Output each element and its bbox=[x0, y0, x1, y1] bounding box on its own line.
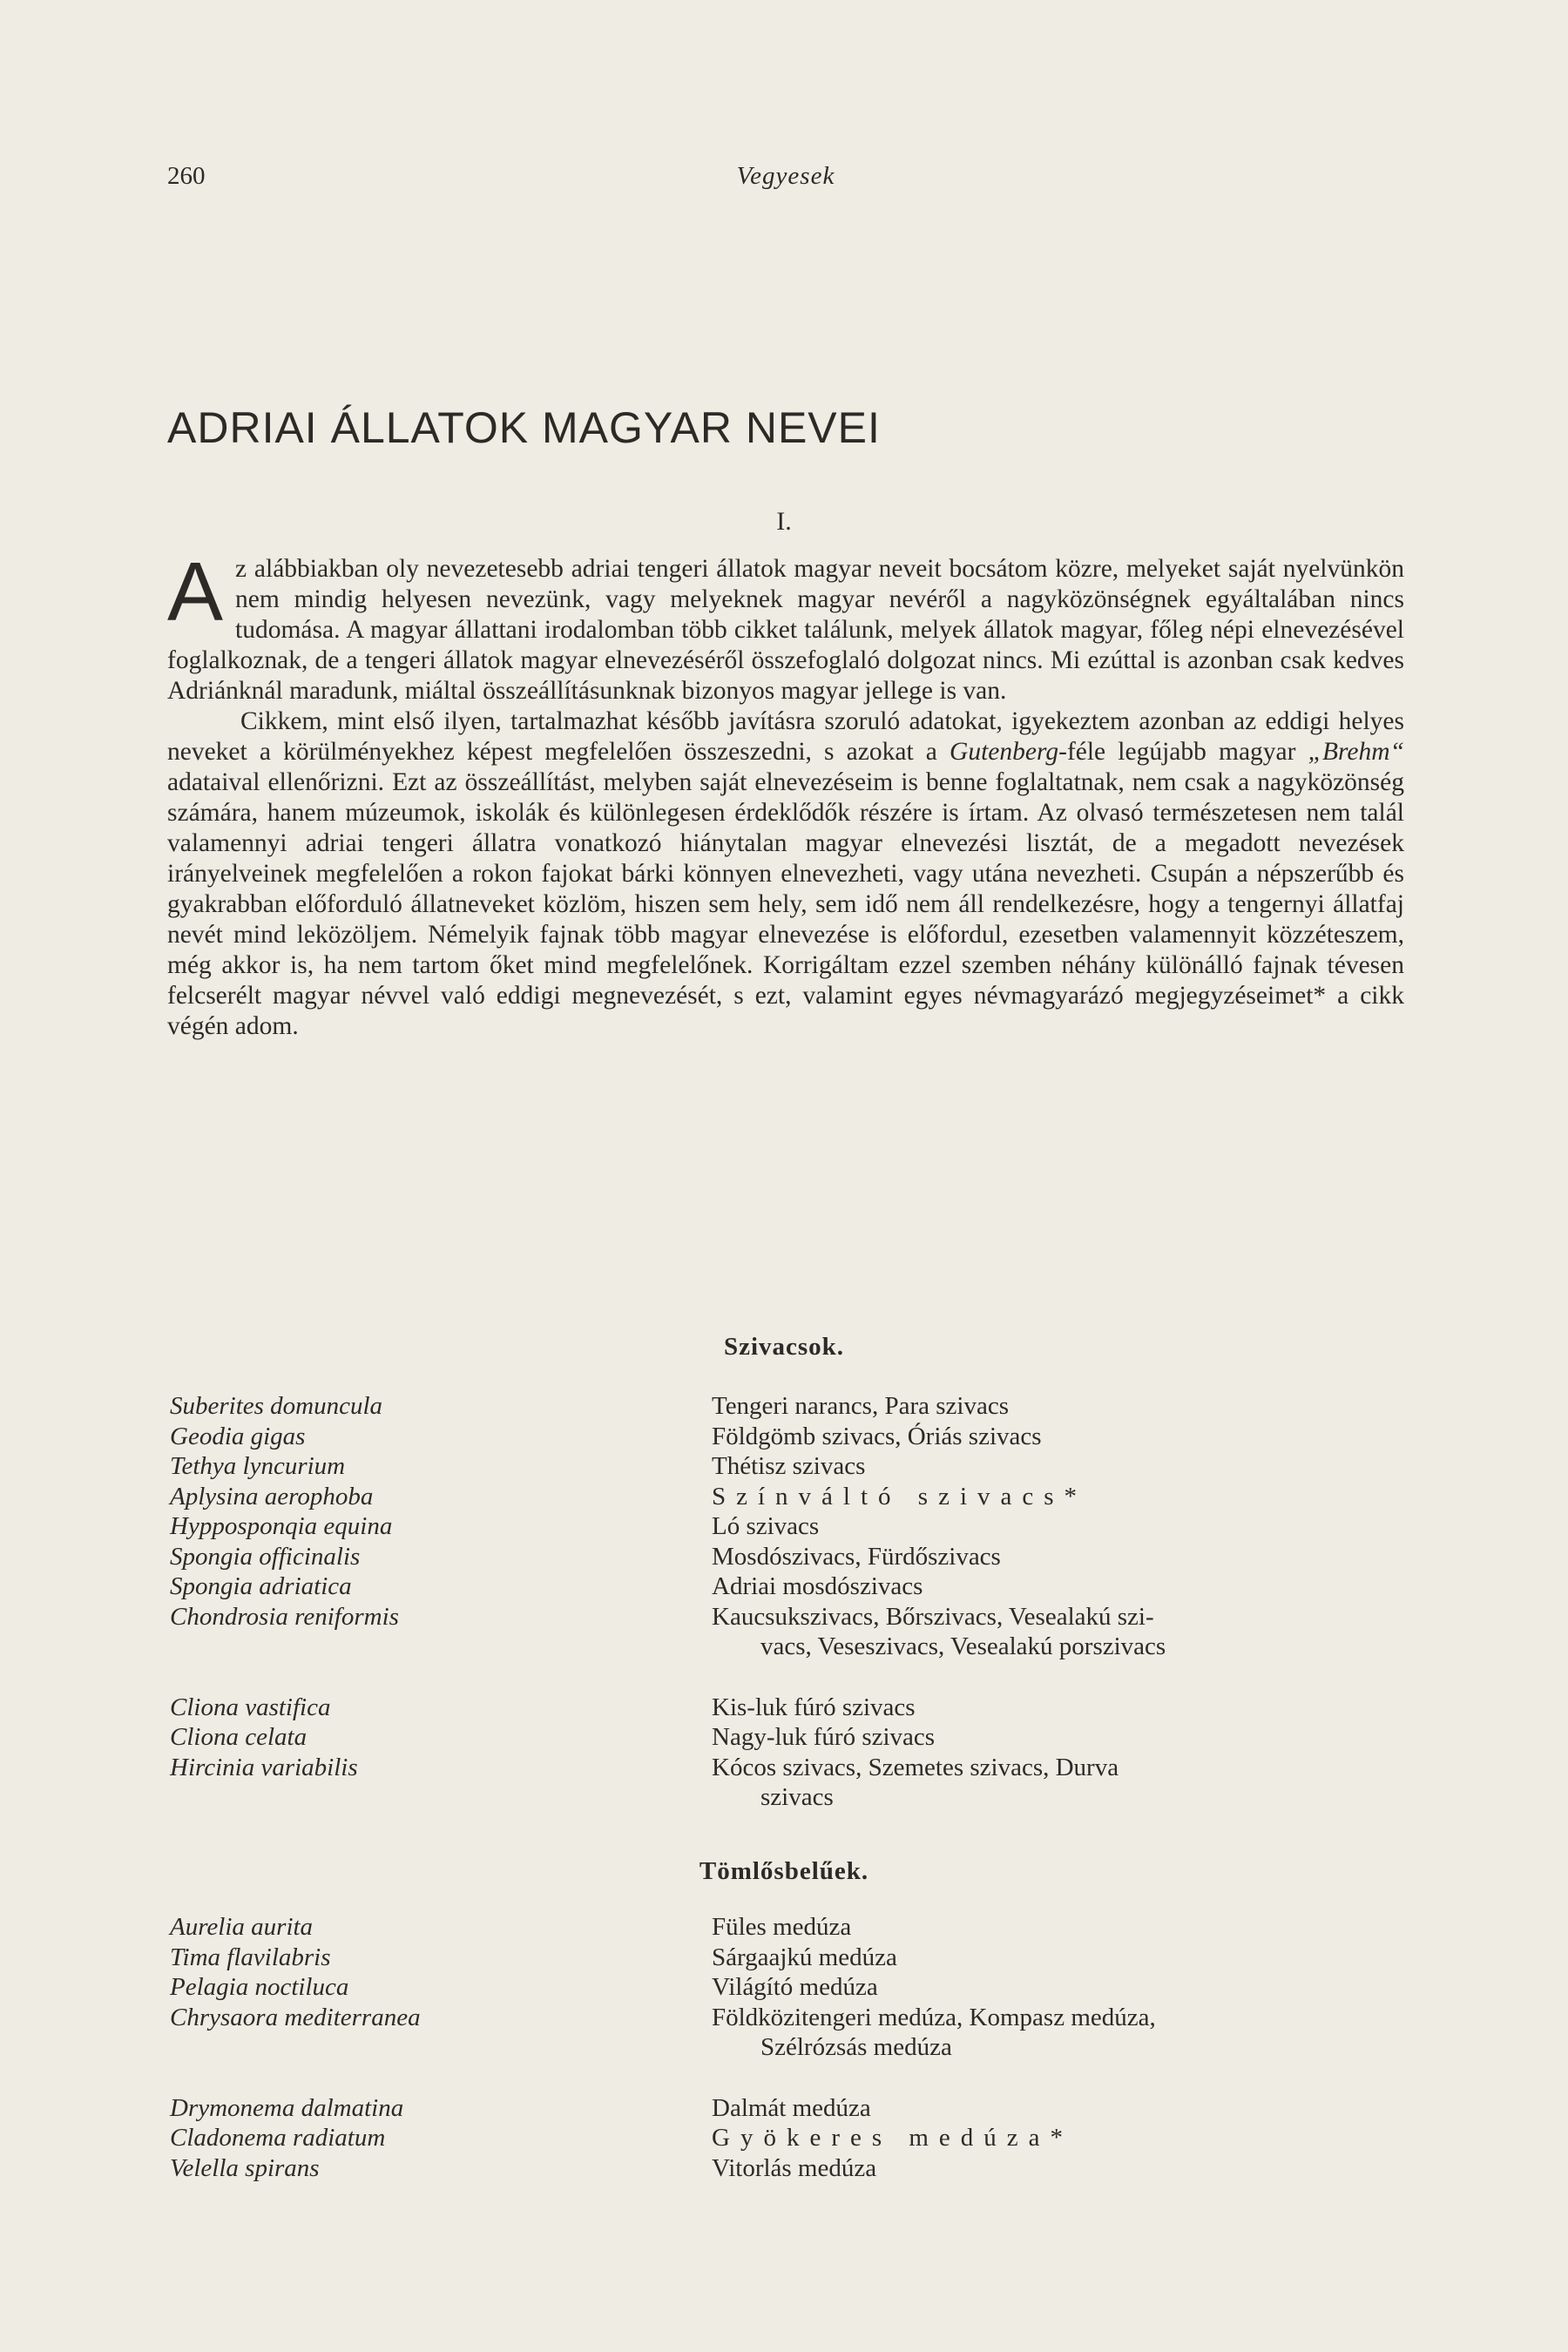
page-header bbox=[167, 162, 1404, 197]
hungarian-name bbox=[712, 1482, 1416, 1512]
heading-coelenterates: Tömlősbelűek. bbox=[699, 1857, 869, 1885]
latin-name: Aplysina aerophoba bbox=[170, 1482, 374, 1511]
latin-name: Velella spirans bbox=[170, 2153, 320, 2182]
latin-name: Suberites domuncula bbox=[170, 1392, 383, 1420]
latin-name: Tima flavilabris bbox=[170, 1943, 331, 1971]
latin-name: Drymonema dalmatina bbox=[170, 2093, 404, 2122]
coelenterates-group-1 bbox=[170, 1912, 1416, 2063]
coelenterates-list bbox=[170, 1912, 1416, 2183]
species-row bbox=[170, 1602, 1416, 1662]
article-title: ADRIAI ÁLLATOK MAGYAR NEVEI bbox=[167, 403, 881, 452]
species-row bbox=[170, 1693, 1416, 1723]
sponges-list bbox=[170, 1391, 1416, 1813]
latin-name: Cliona vastifica bbox=[170, 1693, 331, 1721]
intro-text bbox=[167, 545, 1404, 1042]
hungarian-name bbox=[712, 2153, 1416, 2184]
hungarian-name-text: Kis-luk fúró szivacs bbox=[712, 1693, 916, 1721]
hungarian-name-text: Tengeri narancs, Para szivacs bbox=[712, 1392, 1009, 1420]
hungarian-name bbox=[712, 1912, 1416, 1943]
species-row bbox=[170, 2123, 1416, 2153]
p2-text-a: Cikkem, mint első ilyen, tartalmazhat később javításra szoruló adatokat, igyekeztem azonban az eddigi helyes neveket a körülményekhez képest megfelelően összeszedni, s azokat a bbox=[167, 707, 1404, 766]
hungarian-name-text: Kócos szivacs, Szemetes szivacs, Durva bbox=[712, 1753, 1119, 1781]
hungarian-name bbox=[712, 1542, 1416, 1572]
species-row bbox=[170, 1972, 1416, 2003]
latin-name: Chondrosia reniformis bbox=[170, 1602, 399, 1631]
drop-cap: A bbox=[167, 545, 224, 639]
species-row bbox=[170, 1451, 1416, 1482]
hungarian-name bbox=[712, 2003, 1416, 2063]
hungarian-name-text: Ló szivacs bbox=[712, 1512, 820, 1540]
hungarian-name-continuation: szivacs bbox=[760, 1783, 834, 1811]
coelenterates-group-2 bbox=[170, 2093, 1416, 2184]
hungarian-name bbox=[712, 1571, 1416, 1602]
section-numeral: I. bbox=[776, 507, 792, 536]
species-row bbox=[170, 1722, 1416, 1753]
hungarian-name bbox=[712, 1753, 1416, 1813]
hungarian-name-text: Vitorlás medúza bbox=[712, 2153, 877, 2182]
hungarian-name-text: Nagy-luk fúró szivacs bbox=[712, 1723, 936, 1751]
p2-text-b: -féle legújabb magyar bbox=[1058, 738, 1308, 766]
latin-name: Hypposponqia equina bbox=[170, 1512, 393, 1540]
species-row bbox=[170, 1912, 1416, 1943]
hungarian-name-text: Földközitengeri medúza, Kompasz medúza, bbox=[712, 2003, 1156, 2031]
latin-name: Pelagia noctiluca bbox=[170, 1973, 349, 2001]
hungarian-name bbox=[712, 1451, 1416, 1482]
hungarian-name-text: Gyökeres medúza* bbox=[712, 2124, 1074, 2152]
hungarian-name bbox=[712, 2123, 1416, 2153]
hungarian-name-text: Dalmát medúza bbox=[712, 2093, 871, 2122]
p2-italic-brehm: „Brehm“ bbox=[1308, 738, 1404, 766]
latin-name: Geodia gigas bbox=[170, 1422, 306, 1450]
species-row bbox=[170, 1571, 1416, 1602]
hungarian-name-continuation: Szélrózsás medúza bbox=[760, 2033, 952, 2061]
p2-text-c: adataival ellenőrizni. Ezt az összeállítást, melyben saját elnevezéseim is benne foglaltatnak, nem csak a nagyközönség számára, hanem múzeumok, iskolák és különlegesen érdeklődők részére is írtam. Az olvasó természetesen nem talál valamennyi adriai tengeri állatra vonatkozó hiánytalan magyar elnevezési lisztát, de a megadott nevezések irányelveinek megfelelően a rokon fajokat bárki könnyen elnevezheti, vagy utána nevezheti. Csupán a népszerűbb és gyakrabban előforduló állatneveket közlöm, hiszen sem hely, sem idő nem áll rendelkezésre, hogy a tengernyi állatfaj nevét mind leközöljem. Némelyik fajnak több magyar elnevezése is előfordul, ezesetben valamennyit közzéteszem, még akkor is, ha nem tartom őket mind megfelelőnek. Korrigáltam ezzel szemben néhány különálló fajnak tévesen felcserélt magyar névvel való eddigi megnevezését, s ezt, valamint egyes névmagyarázó megjegyzéseimet* a cikk végén adom. bbox=[167, 768, 1404, 1040]
hungarian-name-text: Színváltó szivacs* bbox=[712, 1482, 1088, 1511]
hungarian-name bbox=[712, 1422, 1416, 1452]
intro-paragraph-1-text: z alábbiakban oly nevezetesebb adriai tengeri állatok magyar neveit bocsátom közre, melyeket saját nyelvünkön nem mindig helyesen nevezünk, vagy melyeknek magyar nevéről a nagyközönségnek egyáltalában nincs tudomása. A magyar állattani irodalomban több cikket találunk, melyek állatok magyar, főleg népi elnevezésével foglalkoznak, de a tengeri állatok magyar elnevezéséről összefoglaló dolgozat nincs. Mi ezúttal is azonban csak kedves Adriánknál maradunk, miáltal összeállításunknak bizonyos magyar jellege is van. bbox=[167, 555, 1404, 705]
sponges-group-2 bbox=[170, 1693, 1416, 1813]
species-row bbox=[170, 2153, 1416, 2184]
p2-italic-gutenberg: Gutenberg bbox=[950, 738, 1059, 766]
latin-name: Chrysaora mediterranea bbox=[170, 2003, 421, 2031]
heading-sponges: Szivacsok. bbox=[723, 1333, 845, 1361]
hungarian-name-continuation: vacs, Veseszivacs, Vesealakú porszivacs bbox=[760, 1632, 1166, 1660]
page-number: 260 bbox=[167, 162, 206, 190]
latin-name: Cliona celata bbox=[170, 1723, 308, 1751]
hungarian-name bbox=[712, 1722, 1416, 1753]
running-head: Vegyesek bbox=[736, 162, 835, 190]
hungarian-name-text: Földgömb szivacs, Óriás szivacs bbox=[712, 1422, 1042, 1450]
species-row bbox=[170, 1391, 1416, 1422]
hungarian-name-text: Mosdószivacs, Fürdőszivacs bbox=[712, 1542, 1001, 1571]
hungarian-name bbox=[712, 1693, 1416, 1723]
species-row bbox=[170, 1753, 1416, 1813]
sponges-group-1 bbox=[170, 1391, 1416, 1662]
latin-name: Spongia officinalis bbox=[170, 1542, 361, 1571]
species-row bbox=[170, 1422, 1416, 1452]
species-row bbox=[170, 1943, 1416, 1973]
species-row bbox=[170, 1482, 1416, 1512]
hungarian-name bbox=[712, 1511, 1416, 1542]
hungarian-name bbox=[712, 2093, 1416, 2124]
hungarian-name-text: Thétisz szivacs bbox=[712, 1452, 866, 1480]
latin-name: Tethya lyncurium bbox=[170, 1452, 346, 1480]
latin-name: Hircinia variabilis bbox=[170, 1753, 358, 1781]
hungarian-name-text: Kaucsukszivacs, Bőrszivacs, Vesealakú szi- bbox=[712, 1602, 1154, 1631]
intro-paragraph-2 bbox=[167, 706, 1404, 1042]
hungarian-name-text: Sárgaajkú medúza bbox=[712, 1943, 897, 1971]
intro-paragraph-1 bbox=[167, 545, 1404, 706]
species-row bbox=[170, 1511, 1416, 1542]
hungarian-name bbox=[712, 1972, 1416, 2003]
latin-name: Cladonema radiatum bbox=[170, 2124, 386, 2152]
hungarian-name bbox=[712, 1391, 1416, 1422]
species-row bbox=[170, 2093, 1416, 2124]
hungarian-name bbox=[712, 1602, 1416, 1662]
hungarian-name-text: Füles medúza bbox=[712, 1913, 852, 1941]
latin-name: Aurelia aurita bbox=[170, 1913, 314, 1941]
species-row bbox=[170, 1542, 1416, 1572]
hungarian-name bbox=[712, 1943, 1416, 1973]
species-row bbox=[170, 2003, 1416, 2063]
hungarian-name-text: Adriai mosdószivacs bbox=[712, 1572, 923, 1600]
hungarian-name-text: Világító medúza bbox=[712, 1973, 878, 2001]
latin-name: Spongia adriatica bbox=[170, 1572, 352, 1600]
